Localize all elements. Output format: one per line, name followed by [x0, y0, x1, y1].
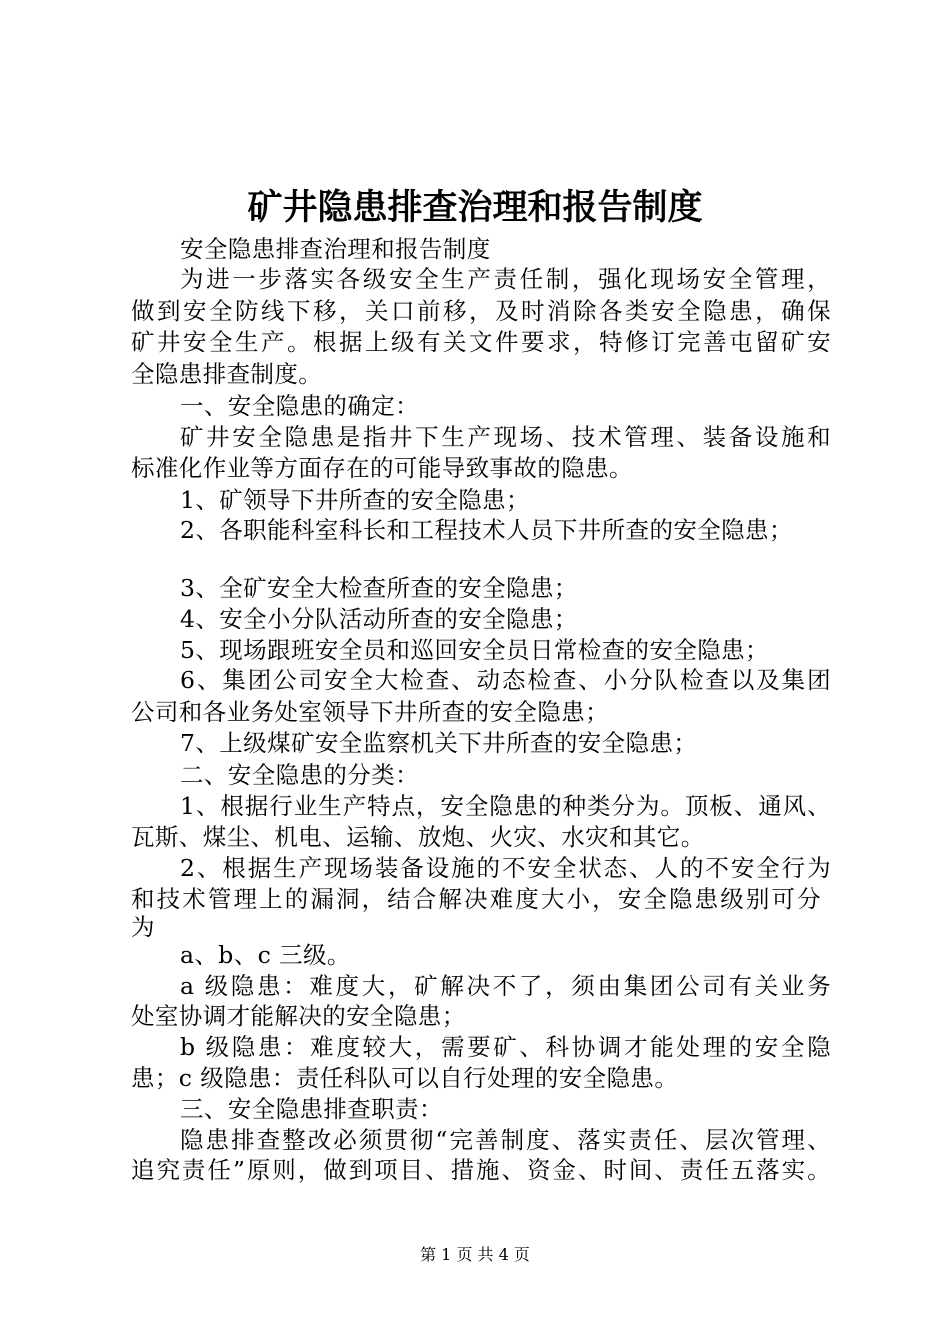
body-line: a、b、c 三级。: [180, 941, 351, 969]
list-item: 2、各职能科室科长和工程技术人员下井所查的安全隐患；: [180, 516, 793, 544]
list-item: 1、矿领导下井所查的安全隐患；: [180, 486, 530, 514]
body-line: 隐患排查整改必须贯彻“完善制度、落实责任、层次管理、: [180, 1126, 831, 1154]
list-item-continued: 和技术管理上的漏洞，结合解决难度大小，安全隐患级别可分: [131, 885, 821, 913]
list-item: 7、上级煤矿安全监察机关下井所查的安全隐患；: [180, 729, 698, 757]
document-title: 矿井隐患排查治理和报告制度: [247, 188, 703, 228]
body-line: 追究责任”原则，做到项目、措施、资金、时间、责任五落实。: [131, 1156, 831, 1184]
body-line: 标准化作业等方面存在的可能导致事故的隐患。: [131, 454, 633, 482]
body-line: 全隐患排查制度。: [131, 360, 323, 388]
body-line: 为进一步落实各级安全生产责任制，强化现场安全管理，: [180, 265, 831, 293]
list-item: 5、现场跟班安全员和巡回安全员日常检查的安全隐患；: [180, 636, 769, 664]
list-item-continued: 为: [131, 913, 155, 941]
page-footer: 第 1 页 共 4 页: [420, 1245, 530, 1264]
body-line: 做到安全防线下移，关口前移，及时消除各类安全隐患，确保: [131, 297, 831, 325]
section-heading: 三、安全隐患排查职责：: [180, 1095, 443, 1123]
body-line: 处室协调才能解决的安全隐患；: [131, 1002, 466, 1030]
list-item: 2、根据生产现场装备设施的不安全状态、人的不安全行为: [180, 854, 831, 882]
body-line: a 级隐患：难度大，矿解决不了，须由集团公司有关业务: [180, 972, 831, 1000]
list-item: 3、全矿安全大检查所查的安全隐患；: [180, 574, 578, 602]
list-item-continued: 公司和各业务处室领导下井所查的安全隐患；: [131, 698, 609, 726]
body-line: b 级隐患：难度较大，需要矿、科协调才能处理的安全隐: [180, 1033, 831, 1061]
list-item: 4、安全小分队活动所查的安全隐患；: [180, 605, 578, 633]
body-line: 安全隐患排查治理和报告制度: [180, 235, 491, 263]
list-item-continued: 瓦斯、煤尘、机电、运输、放炮、火灾、水灾和其它。: [131, 823, 705, 851]
list-item: 1、根据行业生产特点，安全隐患的种类分为。顶板、通风、: [180, 792, 831, 820]
body-line: 矿井安全生产。根据上级有关文件要求，特修订完善屯留矿安: [131, 328, 831, 356]
section-heading: 二、安全隐患的分类：: [180, 761, 419, 789]
section-heading: 一、安全隐患的确定：: [180, 392, 419, 420]
body-line: 患；c 级隐患：责任科队可以自行处理的安全隐患。: [131, 1064, 679, 1092]
list-item: 6、集团公司安全大检查、动态检查、小分队检查以及集团: [180, 666, 831, 694]
body-line: 矿井安全隐患是指井下生产现场、技术管理、装备设施和: [180, 423, 831, 451]
